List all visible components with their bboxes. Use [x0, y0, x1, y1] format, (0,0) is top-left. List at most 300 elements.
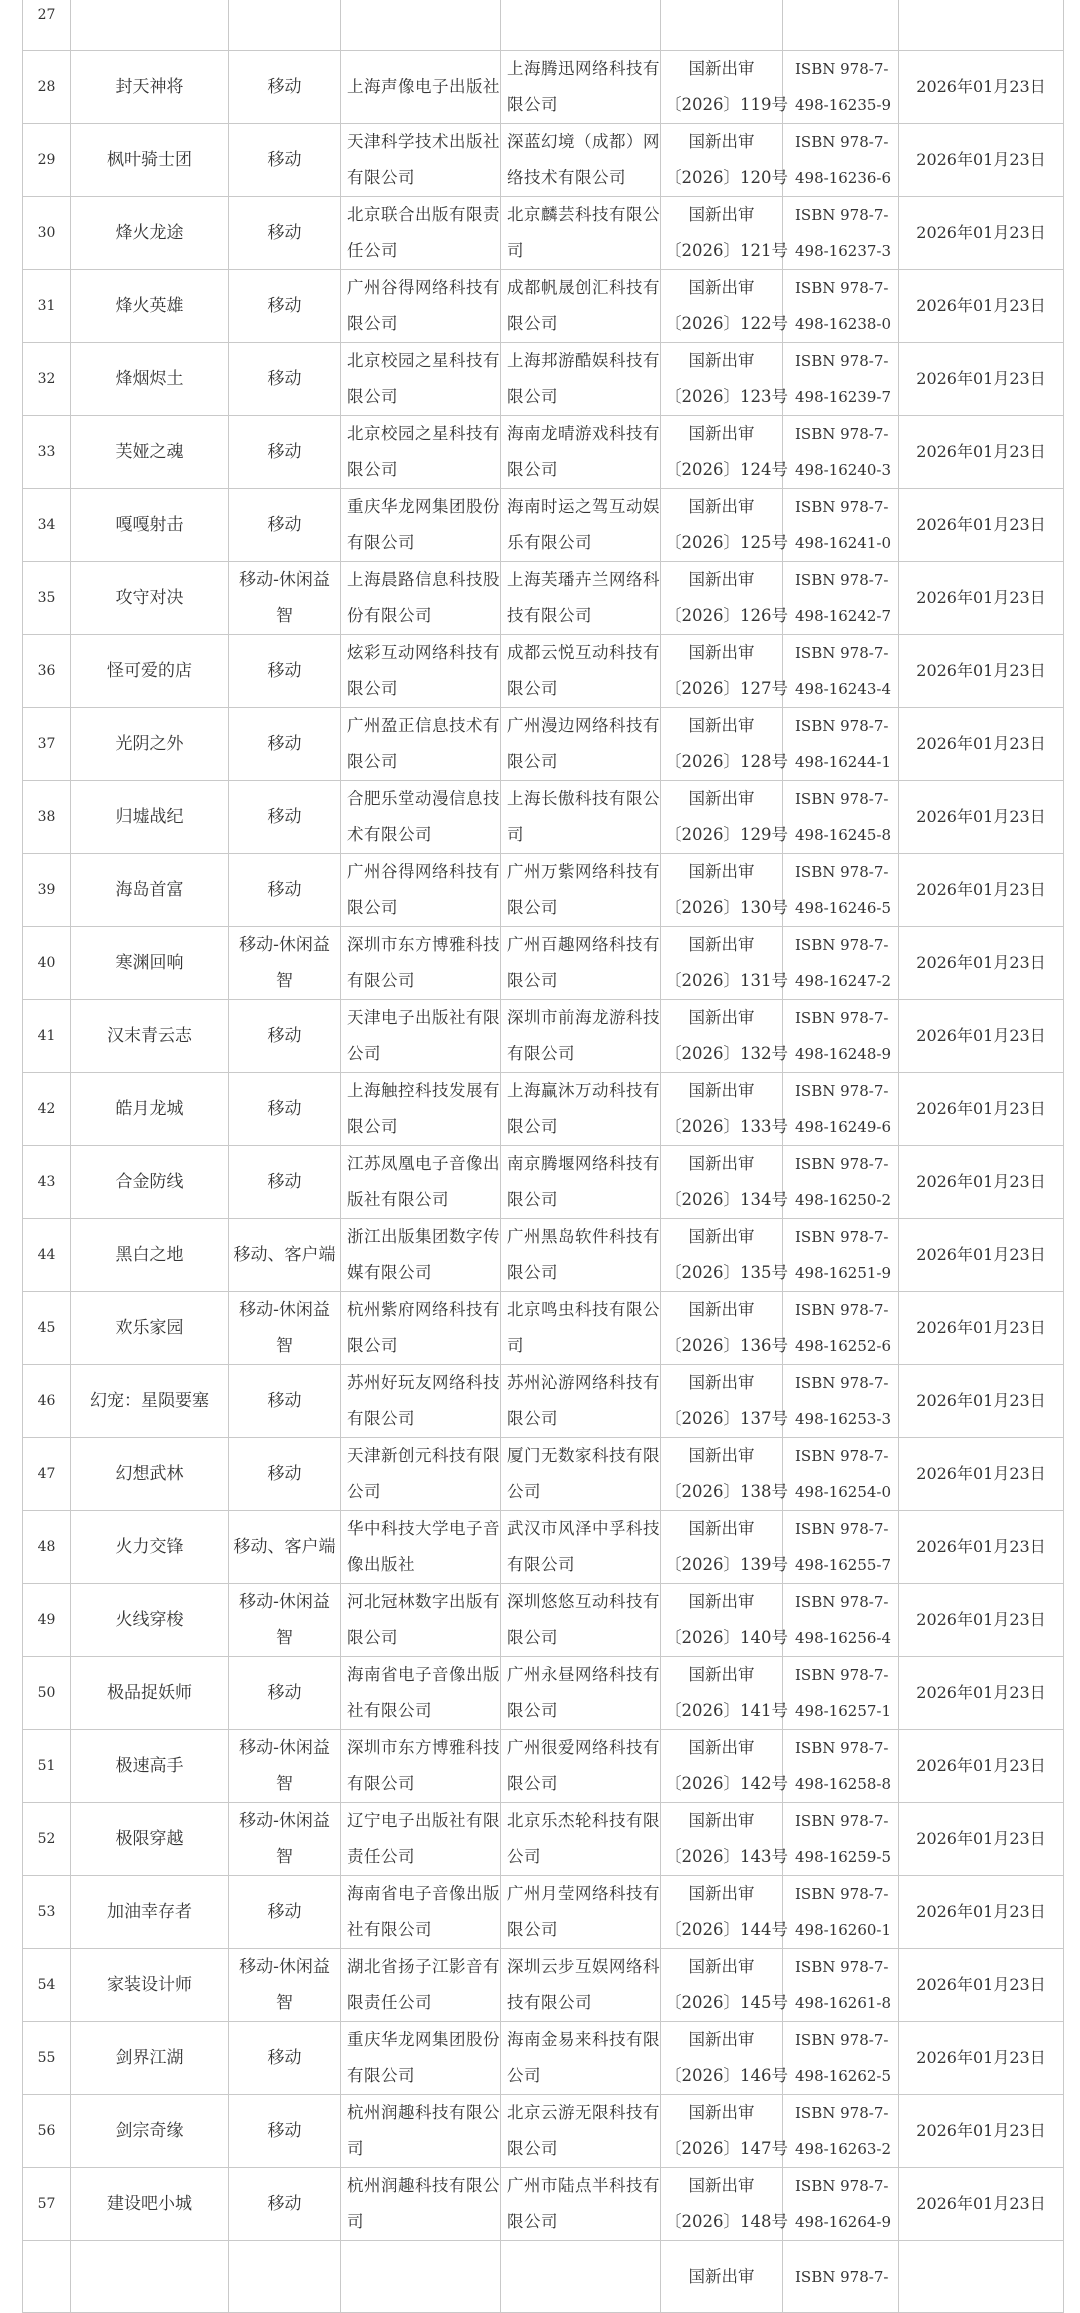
game-name: 枫叶骑士团 [71, 124, 229, 197]
approval-date: 2026年01月23日 [899, 1146, 1064, 1219]
game-category: 移动 [229, 51, 341, 124]
approval-date: 2026年01月23日 [899, 1292, 1064, 1365]
publisher [341, 562, 501, 635]
game-category: 移动 [229, 270, 341, 343]
game-name: 皓月龙城 [71, 1073, 229, 1146]
row-number: 28 [23, 51, 71, 124]
approval-number-line: 国新出审 [688, 789, 755, 808]
approval-number [661, 1073, 788, 1146]
isbn-line: 498-16245-8 [795, 826, 892, 844]
publisher-line: 有限公司 [347, 2066, 415, 2085]
game-category [229, 2241, 341, 2313]
operator-line: 限公司 [507, 898, 558, 917]
approval-number [661, 1438, 788, 1511]
isbn-line: ISBN 978-7- [795, 60, 889, 78]
operator [501, 854, 661, 927]
operator-line: 有限公司 [507, 1555, 575, 1574]
approval-number-line: 〔2026〕130号 [665, 898, 788, 917]
publisher-line: 杭州润趣科技有限公 [347, 2176, 500, 2195]
approval-date: 2026年01月23日 [899, 781, 1064, 854]
approval-number-line: 国新出审 [688, 59, 755, 78]
publisher-line: 合肥乐堂动漫信息技 [347, 789, 500, 808]
operator-line: 上海芙璠卉兰网络科 [507, 570, 660, 589]
approval-number-line: 〔2026〕139号 [665, 1555, 788, 1574]
isbn-line: 498-16264-9 [795, 2213, 892, 2231]
game-category: 移动-休闲益智 [229, 927, 341, 1000]
approval-date: 2026年01月23日 [899, 489, 1064, 562]
isbn [783, 635, 899, 708]
approval-number [661, 1730, 788, 1803]
approval-number-line: 〔2026〕119号 [665, 95, 788, 114]
operator-line: 北京鸣虫科技有限公 [507, 1300, 660, 1319]
operator-line: 限公司 [507, 1920, 558, 1939]
approval-number [661, 562, 788, 635]
isbn [783, 1803, 899, 1876]
isbn-line: 498-16261-8 [795, 1994, 892, 2012]
game-category: 移动-休闲益智 [229, 1584, 341, 1657]
operator-line: 深蓝幻境（成都）网 [507, 132, 660, 151]
game-category: 移动 [229, 1438, 341, 1511]
operator-line: 苏州沁游网络科技有 [507, 1373, 660, 1392]
approval-date: 2026年01月23日 [899, 416, 1064, 489]
row-number: 27 [23, 0, 71, 51]
publisher-line: 海南省电子音像出版 [347, 1884, 500, 1903]
isbn-line: 498-16243-4 [795, 680, 892, 698]
isbn-line: ISBN 978-7- [795, 1082, 889, 1100]
operator [501, 270, 661, 343]
isbn [783, 2022, 899, 2095]
publisher-line: 有限公司 [347, 971, 415, 990]
isbn-line: 498-16251-9 [795, 1264, 892, 1282]
table-row [23, 1365, 1064, 1438]
approval-date: 2026年01月23日 [899, 2095, 1064, 2168]
approval-date: 2026年01月23日 [899, 927, 1064, 1000]
publisher-line: 限公司 [347, 752, 398, 771]
operator-line: 限公司 [507, 1409, 558, 1428]
game-category: 移动 [229, 1073, 341, 1146]
approval-date: 2026年01月23日 [899, 1657, 1064, 1730]
table-row [23, 1511, 1064, 1584]
isbn-line: ISBN 978-7- [795, 1155, 889, 1173]
publisher-line: 有限公司 [347, 533, 415, 552]
game-name: 攻守对决 [71, 562, 229, 635]
approval-number-line: 国新出审 [688, 1665, 755, 1684]
operator [501, 927, 661, 1000]
row-number: 43 [23, 1146, 71, 1219]
row-number: 41 [23, 1000, 71, 1073]
approval-date: 2026年01月23日 [899, 51, 1064, 124]
isbn-line: ISBN 978-7- [795, 1666, 889, 1684]
publisher [341, 2095, 501, 2168]
publisher [341, 1511, 501, 1584]
operator-line: 限公司 [507, 1190, 558, 1209]
approval-number-line: 国新出审 [688, 1957, 755, 1976]
isbn-line: ISBN 978-7- [795, 1885, 889, 1903]
table-row [23, 489, 1064, 562]
approval-number-line: 〔2026〕143号 [665, 1847, 788, 1866]
approval-number-line: 〔2026〕144号 [665, 1920, 788, 1939]
row-number: 48 [23, 1511, 71, 1584]
isbn-line: ISBN 978-7- [795, 279, 889, 297]
approval-number [661, 2241, 783, 2313]
game-category: 移动 [229, 2022, 341, 2095]
isbn-line: 498-16246-5 [795, 899, 892, 917]
game-category [229, 0, 341, 51]
publisher [341, 197, 501, 270]
approval-number [661, 1949, 788, 2022]
publisher [341, 781, 501, 854]
operator-line: 限公司 [507, 1701, 558, 1720]
game-category: 移动 [229, 854, 341, 927]
publisher [341, 270, 501, 343]
publisher-line: 限责任公司 [347, 1993, 432, 2012]
operator [501, 2095, 661, 2168]
publisher-line: 上海声像电子出版社 [347, 77, 500, 96]
publisher [341, 1657, 501, 1730]
table-row [23, 1292, 1064, 1365]
isbn-line: ISBN 978-7- [795, 863, 889, 881]
table-row [23, 1584, 1064, 1657]
isbn-line: 498-16241-0 [795, 534, 892, 552]
approval-date: 2026年01月23日 [899, 1438, 1064, 1511]
isbn-line: 498-16237-3 [795, 242, 892, 260]
isbn [783, 416, 899, 489]
isbn-line: ISBN 978-7- [795, 1009, 889, 1027]
operator [501, 1584, 661, 1657]
approval-number-line: 国新出审 [688, 935, 755, 954]
isbn [783, 927, 899, 1000]
operator-line: 限公司 [507, 314, 558, 333]
isbn-line: 498-16254-0 [795, 1483, 892, 1501]
publisher-line: 限公司 [347, 1117, 398, 1136]
isbn [783, 708, 899, 781]
approval-number [661, 1876, 788, 1949]
table-row [23, 1219, 1064, 1292]
operator [501, 1000, 661, 1073]
approval-number-line: 〔2026〕121号 [665, 241, 788, 260]
table-row [23, 708, 1064, 781]
publisher [341, 0, 501, 51]
publisher-line: 版社有限公司 [347, 1190, 449, 1209]
publisher [341, 1365, 501, 1438]
operator [501, 1073, 661, 1146]
approval-number-line: 国新出审 [688, 1592, 755, 1611]
approval-number-line: 国新出审 [688, 862, 755, 881]
row-number: 36 [23, 635, 71, 708]
isbn-line: 498-16262-5 [795, 2067, 892, 2085]
game-name: 幻宠：星陨要塞 [71, 1365, 229, 1438]
publisher-line: 浙江出版集团数字传 [347, 1227, 500, 1246]
operator [501, 1803, 661, 1876]
operator [501, 1219, 661, 1292]
publisher [341, 635, 501, 708]
game-name: 极速高手 [71, 1730, 229, 1803]
operator-line: 深圳悠悠互动科技有 [507, 1592, 660, 1611]
isbn-line: ISBN 978-7- [795, 936, 889, 954]
isbn-line: ISBN 978-7- [795, 133, 889, 151]
isbn-line: ISBN 978-7- [795, 498, 889, 516]
row-number: 50 [23, 1657, 71, 1730]
game-category: 移动 [229, 416, 341, 489]
approval-number-line: 〔2026〕140号 [665, 1628, 788, 1647]
operator-line: 北京云游无限科技有 [507, 2103, 660, 2122]
game-name: 寒渊回响 [71, 927, 229, 1000]
isbn-line: 498-16239-7 [795, 388, 892, 406]
publisher-line: 限公司 [347, 898, 398, 917]
operator-line: 公司 [507, 2066, 541, 2085]
approval-number [661, 416, 788, 489]
approval-number [661, 270, 788, 343]
publisher-line: 重庆华龙网集团股份 [347, 2030, 500, 2049]
approval-date: 2026年01月23日 [899, 635, 1064, 708]
game-name: 海岛首富 [71, 854, 229, 927]
isbn [783, 1365, 899, 1438]
approval-number-line: 国新出审 [688, 278, 755, 297]
operator [501, 197, 661, 270]
game-category: 移动 [229, 708, 341, 781]
table-row [23, 1803, 1064, 1876]
publisher-line: 限公司 [347, 1628, 398, 1647]
publisher-line: 天津科学技术出版社 [347, 132, 500, 151]
approval-number [661, 489, 788, 562]
game-name: 建设吧小城 [71, 2168, 229, 2241]
isbn-line: 498-16242-7 [795, 607, 892, 625]
game-category: 移动 [229, 1000, 341, 1073]
operator-line: 限公司 [507, 1263, 558, 1282]
publisher-line: 北京校园之星科技有 [347, 351, 500, 370]
table-row [23, 343, 1064, 416]
publisher-line: 任公司 [347, 241, 398, 260]
publisher-line: 华中科技大学电子音 [347, 1519, 500, 1538]
approval-number-line: 〔2026〕124号 [665, 460, 788, 479]
operator [501, 124, 661, 197]
operator [501, 1146, 661, 1219]
row-number: 29 [23, 124, 71, 197]
table-row [23, 1438, 1064, 1511]
publisher-line: 杭州润趣科技有限公 [347, 2103, 500, 2122]
approval-number [661, 708, 788, 781]
isbn [783, 1949, 899, 2022]
approval-number-line: 〔2026〕127号 [665, 679, 788, 698]
isbn-line: 498-16244-1 [795, 753, 892, 771]
table-row [23, 1000, 1064, 1073]
operator [501, 489, 661, 562]
publisher-line: 炫彩互动网络科技有 [347, 643, 500, 662]
publisher-line: 重庆华龙网集团股份 [347, 497, 500, 516]
isbn-line: ISBN 978-7- [795, 425, 889, 443]
publisher [341, 1219, 501, 1292]
publisher-line: 江苏凤凰电子音像出 [347, 1154, 500, 1173]
approval-number-line: 〔2026〕126号 [665, 606, 788, 625]
operator-line: 限公司 [507, 387, 558, 406]
operator-line: 成都云悦互动科技有 [507, 643, 660, 662]
game-name: 火线穿梭 [71, 1584, 229, 1657]
game-category: 移动、客户端 [229, 1219, 341, 1292]
game-category: 移动 [229, 124, 341, 197]
publisher-line: 有限公司 [347, 168, 415, 187]
operator-line: 广州百趣网络科技有 [507, 935, 660, 954]
operator-line: 南京腾堰网络科技有 [507, 1154, 660, 1173]
isbn-line: ISBN 978-7- [795, 571, 889, 589]
publisher [341, 1073, 501, 1146]
publisher [341, 1803, 501, 1876]
game-name: 烽火英雄 [71, 270, 229, 343]
operator-line: 海南龙晴游戏科技有 [507, 424, 660, 443]
table-row [23, 2241, 1064, 2313]
game-name: 火力交锋 [71, 1511, 229, 1584]
operator-line: 广州很爱网络科技有 [507, 1738, 660, 1757]
publisher-line: 广州谷得网络科技有 [347, 862, 500, 881]
approval-number-line: 国新出审 [688, 2103, 755, 2122]
approval-number [661, 854, 788, 927]
publisher-line: 公司 [347, 1044, 381, 1063]
publisher-line: 广州盈正信息技术有 [347, 716, 500, 735]
operator-line: 广州月莹网络科技有 [507, 1884, 660, 1903]
operator [501, 708, 661, 781]
approval-number-line: 国新出审 [688, 1008, 755, 1027]
publisher [341, 2022, 501, 2095]
isbn-line: 498-16252-6 [795, 1337, 892, 1355]
approval-number [661, 124, 788, 197]
isbn-line: ISBN 978-7- [795, 206, 889, 224]
game-category: 移动、客户端 [229, 1511, 341, 1584]
isbn [783, 1584, 899, 1657]
publisher [341, 1730, 501, 1803]
operator-line: 广州漫边网络科技有 [507, 716, 660, 735]
operator-line: 广州万紫网络科技有 [507, 862, 660, 881]
approval-number-line: 〔2026〕122号 [665, 314, 788, 333]
publisher [341, 854, 501, 927]
operator [501, 1292, 661, 1365]
publisher-line: 海南省电子音像出版 [347, 1665, 500, 1684]
game-name: 黑白之地 [71, 1219, 229, 1292]
operator-line: 公司 [507, 1482, 541, 1501]
approval-number-line: 国新出审 [688, 1373, 755, 1392]
isbn-line: ISBN 978-7- [795, 1228, 889, 1246]
isbn-line: 498-16253-3 [795, 1410, 892, 1428]
operator-line: 厦门无数家科技有限 [507, 1446, 660, 1465]
table-row [23, 270, 1064, 343]
operator-line: 限公司 [507, 95, 558, 114]
operator [501, 1949, 661, 2022]
approval-number-line: 国新出审 [688, 1738, 755, 1757]
operator-line: 上海邦游酷娱科技有 [507, 351, 660, 370]
approval-number-line: 〔2026〕120号 [665, 168, 788, 187]
operator-line: 限公司 [507, 460, 558, 479]
operator-line: 北京乐杰轮科技有限 [507, 1811, 660, 1830]
approval-number-line: 国新出审 [688, 2176, 755, 2195]
approval-number-line: 〔2026〕129号 [665, 825, 788, 844]
game-name: 合金防线 [71, 1146, 229, 1219]
row-number: 52 [23, 1803, 71, 1876]
isbn-line: 498-16260-1 [795, 1921, 892, 1939]
operator-line: 技有限公司 [507, 606, 592, 625]
approval-number [661, 343, 788, 416]
publisher-line: 限公司 [347, 314, 398, 333]
isbn [783, 343, 899, 416]
publisher-line: 司 [347, 2139, 364, 2158]
isbn-line: ISBN 978-7- [795, 1520, 889, 1538]
publisher [341, 1146, 501, 1219]
table-row [23, 1073, 1064, 1146]
operator-line: 络技术有限公司 [507, 168, 626, 187]
approval-number-line: 〔2026〕147号 [665, 2139, 788, 2158]
operator [501, 416, 661, 489]
approval-number-line: 国新出审 [688, 2266, 755, 2286]
operator-line: 深圳云步互娱网络科 [507, 1957, 660, 1976]
row-number: 53 [23, 1876, 71, 1949]
approval-date: 2026年01月23日 [899, 1511, 1064, 1584]
approval-number [661, 2095, 788, 2168]
approval-number-line: 〔2026〕133号 [665, 1117, 788, 1136]
publisher-line: 像出版社 [347, 1555, 415, 1574]
approval-number-line: 〔2026〕128号 [665, 752, 788, 771]
game-category: 移动 [229, 197, 341, 270]
game-category: 移动 [229, 1146, 341, 1219]
operator-line: 武汉市风泽中孚科技 [507, 1519, 660, 1538]
approval-date: 2026年01月23日 [899, 270, 1064, 343]
publisher-line: 份有限公司 [347, 606, 432, 625]
table-row [23, 781, 1064, 854]
approval-number-line: 〔2026〕125号 [665, 533, 788, 552]
publisher [341, 51, 501, 124]
publisher-line: 社有限公司 [347, 1920, 432, 1939]
publisher-line: 苏州好玩友网络科技 [347, 1373, 500, 1392]
operator-line: 限公司 [507, 2139, 558, 2158]
approval-number [661, 781, 788, 854]
game-name: 烽火龙途 [71, 197, 229, 270]
publisher-line: 公司 [347, 1482, 381, 1501]
row-number: 33 [23, 416, 71, 489]
isbn [783, 51, 899, 124]
operator [501, 1365, 661, 1438]
game-name: 家装设计师 [71, 1949, 229, 2022]
approval-date: 2026年01月23日 [899, 1730, 1064, 1803]
isbn-line: 498-16247-2 [795, 972, 892, 990]
publisher-line: 杭州紫府网络科技有 [347, 1300, 500, 1319]
isbn-line: 498-16263-2 [795, 2140, 892, 2158]
publisher [341, 1292, 501, 1365]
operator-line: 海南金易来科技有限 [507, 2030, 660, 2049]
game-name: 汉末青云志 [71, 1000, 229, 1073]
approval-date: 2026年01月23日 [899, 1219, 1064, 1292]
isbn [783, 0, 899, 51]
operator-line: 深圳市前海龙游科技 [507, 1008, 660, 1027]
table-row [23, 927, 1064, 1000]
publisher-line: 广州谷得网络科技有 [347, 278, 500, 297]
operator [501, 2022, 661, 2095]
game-name: 极品捉妖师 [71, 1657, 229, 1730]
publisher-line: 北京联合出版有限责 [347, 205, 500, 224]
isbn-line: ISBN 978-7- [795, 1301, 889, 1319]
publisher [341, 124, 501, 197]
isbn-line: ISBN 978-7- [795, 1447, 889, 1465]
game-category: 移动 [229, 2095, 341, 2168]
isbn-line: ISBN 978-7- [795, 1958, 889, 1976]
row-number [23, 2241, 71, 2313]
row-number: 38 [23, 781, 71, 854]
isbn [783, 197, 899, 270]
approval-date: 2026年01月23日 [899, 2022, 1064, 2095]
publisher-line: 限公司 [347, 387, 398, 406]
approval-number [661, 2022, 788, 2095]
operator [501, 1438, 661, 1511]
approval-number-line: 〔2026〕142号 [665, 1774, 788, 1793]
row-number: 39 [23, 854, 71, 927]
isbn-line: 498-16238-0 [795, 315, 892, 333]
publisher-line: 辽宁电子出版社有限 [347, 1811, 500, 1830]
game-name: 光阴之外 [71, 708, 229, 781]
